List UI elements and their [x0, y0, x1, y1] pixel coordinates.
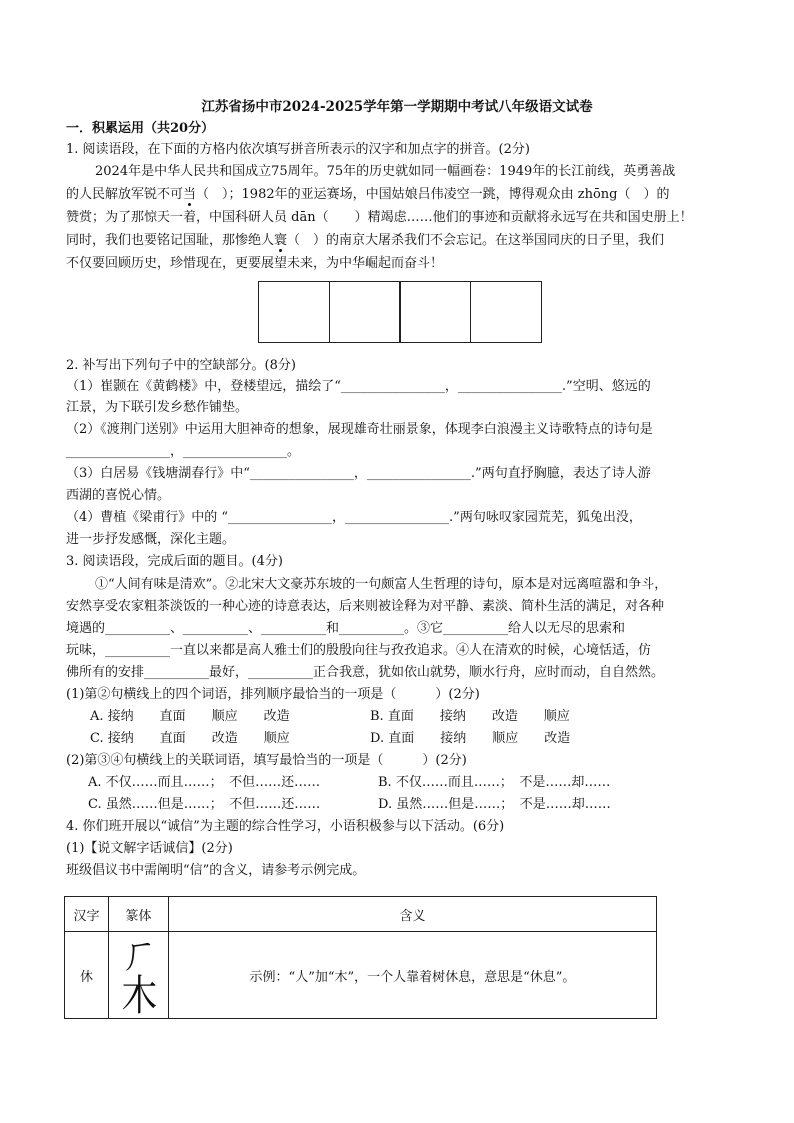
column-header: 汉字 — [65, 897, 109, 932]
q1-passage-line: 的人民解放军锐不可当（ ）；1982年的亚运赛场，中国姑娘吕伟凌空一跳，博得观众由 zhōng（ ）的 — [66, 187, 670, 202]
q3-passage-line: ①“人间有味是清欢”。②北宋大文豪苏东坡的一句颇富人生哲理的诗句，原本是对远离喧嚣和争斗， — [95, 577, 668, 592]
q4-subheading: (1)【说文解字话诚信】(2分) — [66, 841, 233, 856]
q2-item: （4）曹植《梁甫行》中的 “________________，________________.”两句咏叹家园荒芜，狐兔出没， — [66, 510, 642, 525]
q2-item: （2）《渡荆门送别》中运用大胆神奇的想象，展现雄奇壮丽景象，体现李白浪漫主义诗歌特点的诗句是 — [66, 422, 653, 437]
q3-option[interactable]: D. 直面 接纳 顺应 改造 — [370, 731, 571, 746]
q2-item: （1）崔颢在《黄鹤楼》中，登楼望远，描绘了“________________，________________.”空明、悠远的 — [66, 379, 651, 394]
answer-box[interactable] — [258, 281, 330, 343]
section-heading: 一．积累运用（共20分） — [66, 121, 215, 136]
q3-stem: 3. 阅读语段，完成后面的题目。(4分) — [66, 554, 283, 569]
q3-passage-line: 佛所有的安排__________最好，__________正合我意，犹如依山就势，顺水行舟，应时而动，自自然然。 — [66, 665, 665, 680]
answer-box[interactable] — [329, 281, 401, 343]
q3-option[interactable]: A. 不仅……而且……； 不但……还…… — [88, 775, 321, 790]
q3-option[interactable]: B. 不仅……而且……； 不是……却…… — [378, 775, 611, 790]
q1-passage-line: 不仅要回顾历史，珍惜现在，更要展望未来，为中华崛起而奋斗！ — [66, 256, 444, 271]
q3-option[interactable]: A. 接纳 直面 顺应 改造 — [90, 709, 290, 724]
seal-script-cell — [109, 929, 169, 1020]
answer-grid — [258, 281, 542, 343]
exam-title: 江苏省扬中市2024-2025学年第一学期期中考试八年级语文试卷 — [201, 99, 593, 115]
q2-item: ________________，________________。 — [66, 444, 301, 459]
q3-option[interactable]: C. 接纳 直面 改造 顺应 — [90, 731, 290, 746]
seal-script-glyph: ㄏ木 — [121, 929, 156, 1020]
q3-subquestion-2: (2)第③④句横线上的关联词语，填写最恰当的一项是（ ）(2分) — [66, 753, 467, 768]
q2-stem: 2. 补写出下列句子中的空缺部分。(8分) — [66, 358, 296, 373]
answer-box[interactable] — [470, 281, 542, 343]
q3-option[interactable]: C. 虽然……但是……； 不但……还…… — [88, 797, 321, 812]
q4-intro: 班级倡议书中需阐明“信”的含义，请参考示例完成。 — [66, 863, 366, 878]
q1-passage-line: 同时，我们也要铭记国耻，那惨绝人寰（ ）的南京大屠杀我们不会忘记。在这举国同庆的日子里，我们 — [66, 233, 665, 248]
q3-subquestion-1: (1)第②句横线上的四个词语，排列顺序最恰当的一项是（ ）(2分) — [66, 687, 480, 702]
q3-option[interactable]: D. 虽然……但是……； 不是……却…… — [378, 797, 611, 812]
q3-passage-line: 境遇的__________、__________、__________和__________。③它__________给人以无尽的思索和 — [66, 621, 626, 636]
q4-stem: 4. 你们班开展以“诚信”为主题的综合性学习，小语积极参与以下活动。(6分) — [66, 819, 505, 834]
hanzi-table — [64, 896, 657, 1019]
column-header: 篆体 — [109, 897, 169, 932]
column-header: 含义 — [169, 897, 657, 932]
q3-passage-line: 安然享受农家粗茶淡饭的一种心迹的诗意表达，后来则被诠释为对平静、素淡、简朴生活的满足，对各种 — [66, 599, 665, 614]
q3-option[interactable]: B. 直面 接纳 改造 顺应 — [370, 709, 570, 724]
q1-passage-line: 赞赏；为了那惊天一着，中国科研人员 dān（ ）精竭虑……他们的事迹和贡献将永远写在共和国史册上！ — [66, 210, 693, 225]
q2-item: （3）白居易《钱塘湖春行》中“________________，________________.”两句直抒胸臆，表达了诗人游 — [66, 466, 651, 481]
answer-box[interactable] — [399, 281, 471, 343]
q2-item: 进一步抒发感慨，深化主题。 — [66, 532, 236, 547]
meaning-cell: 示例：“人”加“木”，一个人靠着树休息，意思是“休息”。 — [169, 932, 657, 1019]
q2-item: 江景，为下联引发乡愁作铺垫。 — [66, 400, 249, 415]
q1-passage-line: 2024年是中华人民共和国成立75周年。75年的历史就如同一幅画卷：1949年的长江前线，英勇善战 — [95, 164, 676, 179]
hanzi-cell: 休 — [65, 932, 109, 1019]
q2-item: 西湖的喜悦心情。 — [66, 488, 171, 503]
q1-stem: 1. 阅读语段，在下面的方格内依次填写拼音所表示的汉字和加点字的拼音。(2分) — [66, 142, 530, 157]
q3-passage-line: 玩味，__________一直以来都是高人雅士们的殷殷向往与孜孜追求。④人在清欢的时候，心境恬适，仿 — [66, 643, 652, 658]
